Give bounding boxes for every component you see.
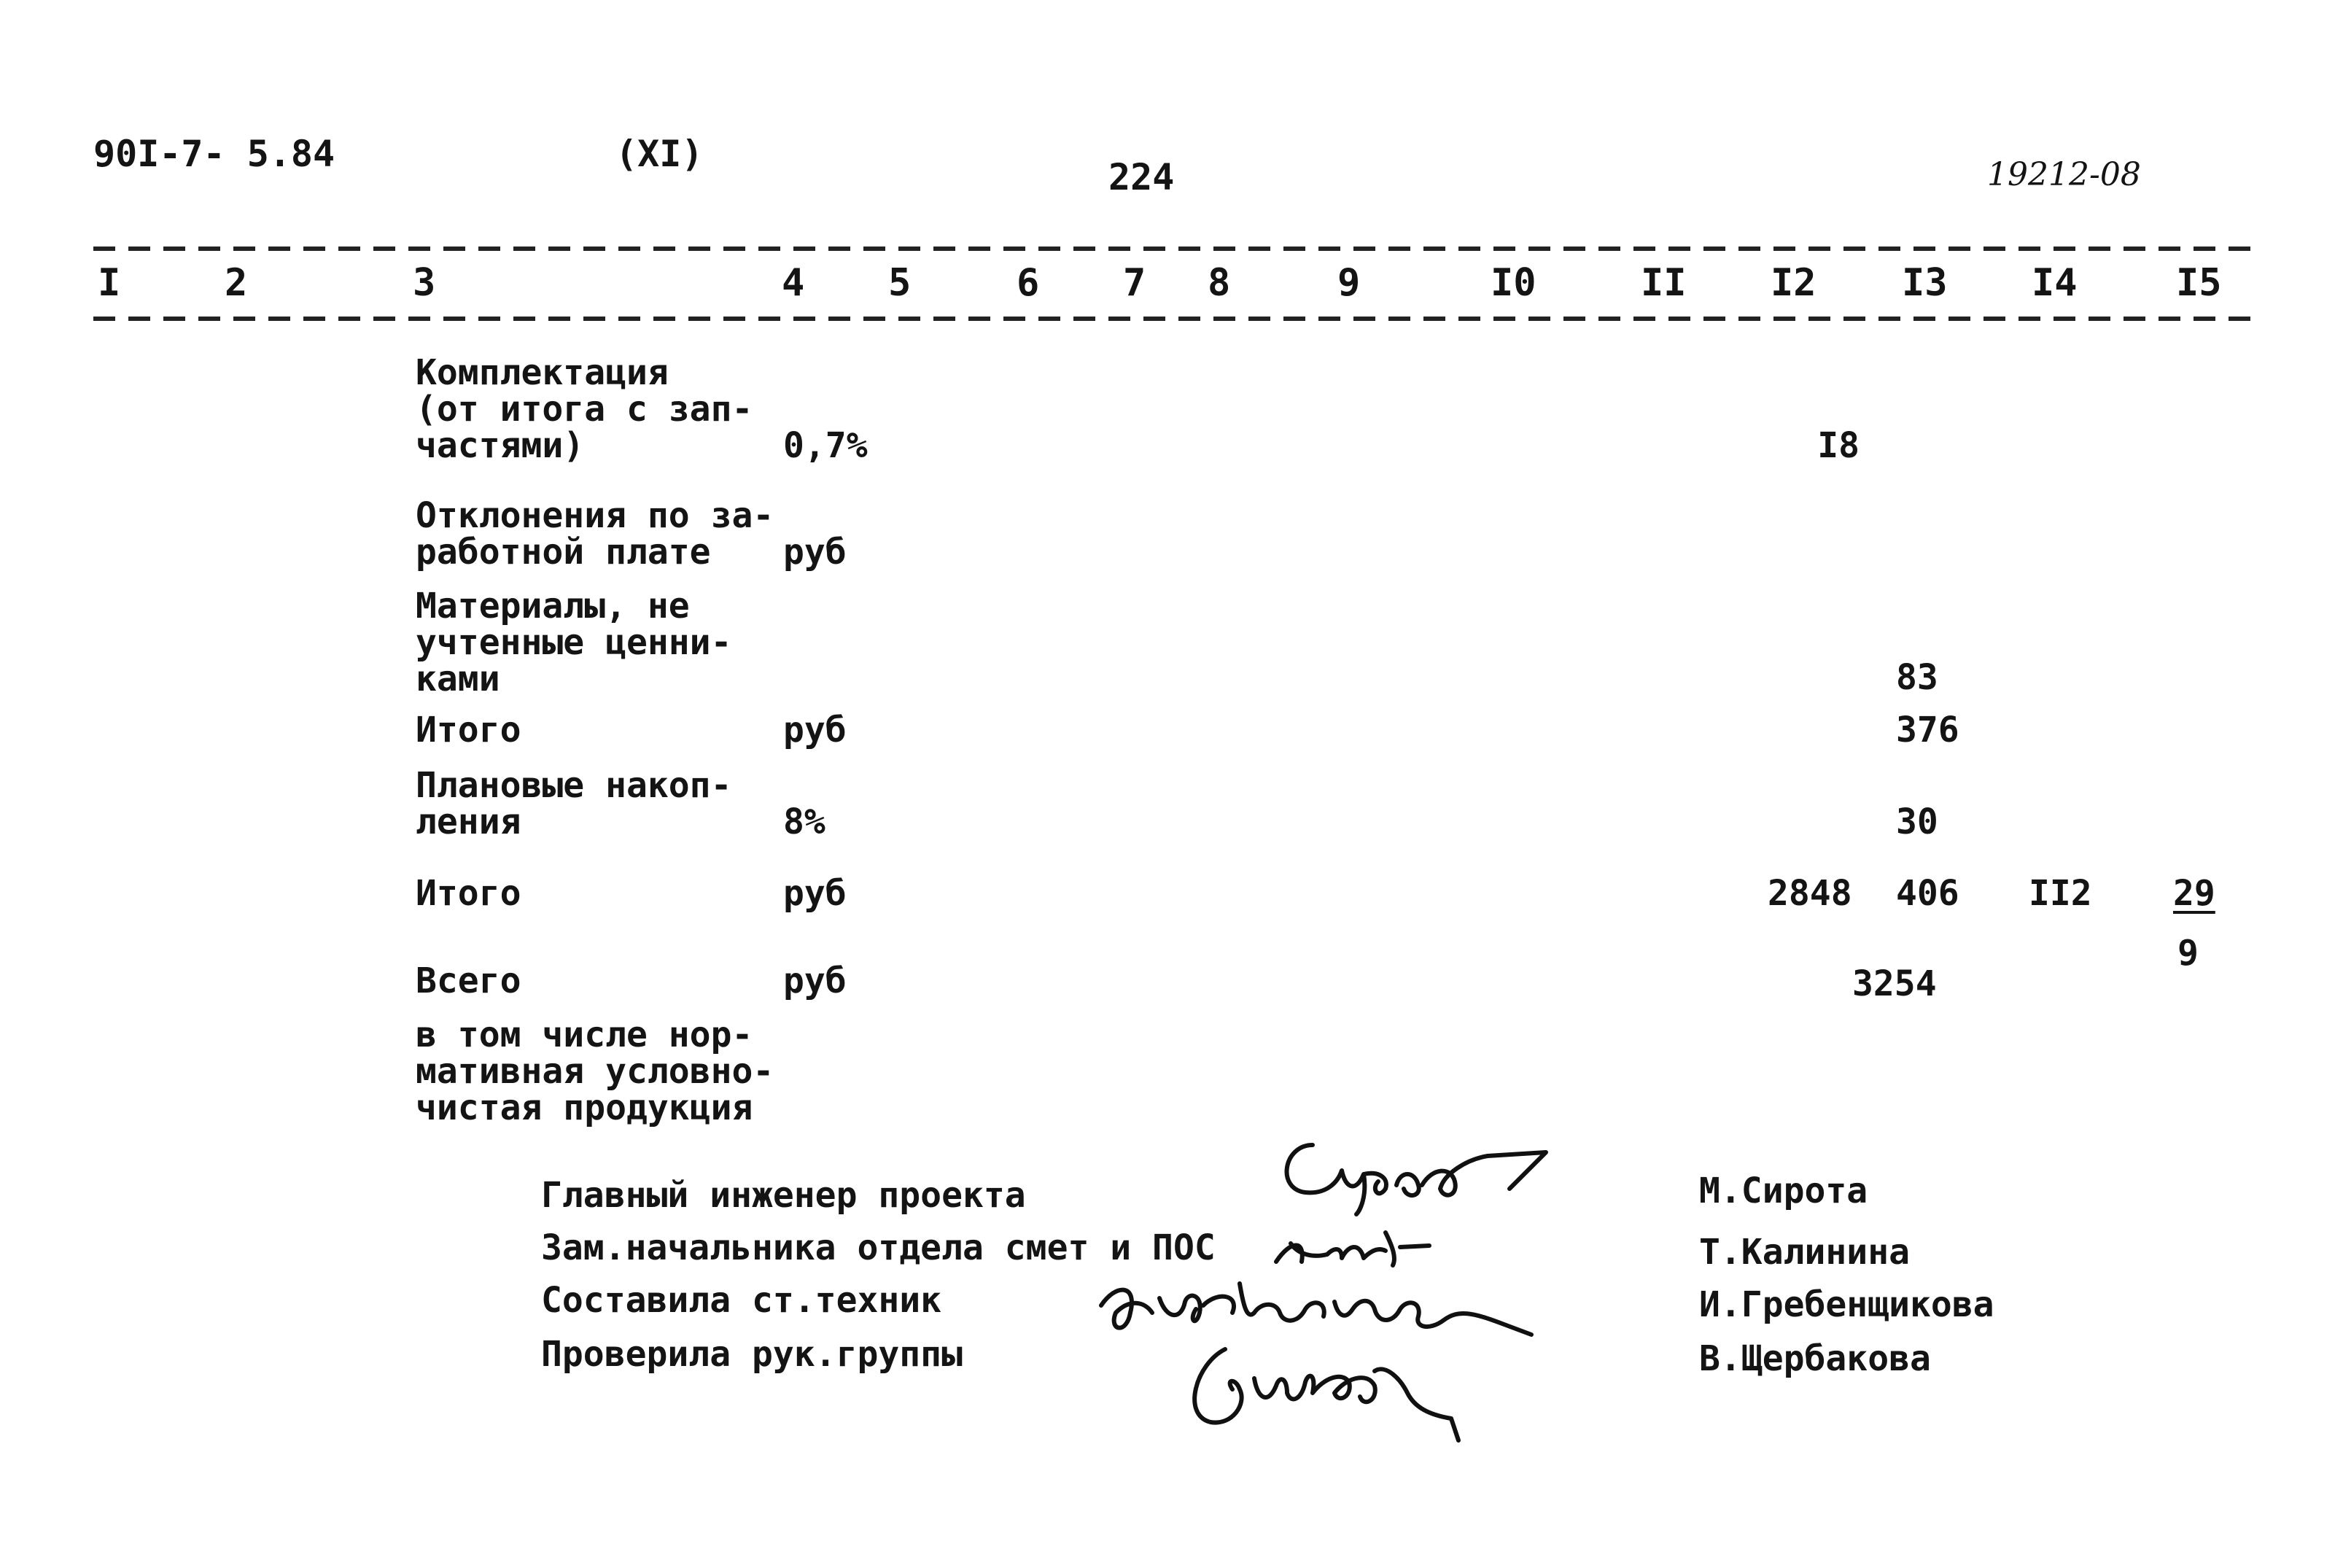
archive-number: 19212-08 xyxy=(1987,156,2141,193)
row-unit: 8% xyxy=(783,802,825,842)
signer-role: Главный инженер проекта xyxy=(541,1175,1026,1216)
column-number: I0 xyxy=(1491,261,1536,305)
column-number: 7 xyxy=(1123,261,1146,305)
signer-name: В.Щербакова xyxy=(1699,1338,1931,1379)
signer-name: Т.Калинина xyxy=(1699,1232,1910,1273)
signer-role: Зам.начальника отдела смет и ПОС xyxy=(541,1227,1216,1268)
row-name: Комплектация (от итога с зап- частями) xyxy=(416,352,753,466)
column-number: 2 xyxy=(225,261,248,305)
cell-col12-13: 3254 xyxy=(1852,963,1937,1004)
column-number: 5 xyxy=(888,261,912,305)
row-name: Материалы, не учтенные ценни- ками xyxy=(416,586,732,699)
column-number: I2 xyxy=(1771,261,1816,305)
document-code: 90I-7- 5.84 xyxy=(93,133,335,175)
cell-col15: 29 xyxy=(2173,873,2215,914)
cell-col13: 30 xyxy=(1896,802,1938,842)
table-header-border xyxy=(93,317,2252,321)
table-top-border xyxy=(93,247,2252,251)
row-name: Отклонения по за- работной плате xyxy=(416,495,774,573)
column-number: II xyxy=(1641,261,1687,305)
row-unit: руб xyxy=(783,960,847,1001)
row-name: Всего xyxy=(416,960,521,1001)
cell-col12: 2848 xyxy=(1768,873,1852,914)
cell-col13: 406 xyxy=(1896,873,1959,914)
row-unit: руб xyxy=(783,532,847,573)
column-number: 9 xyxy=(1337,261,1361,305)
signature-shcherbakova xyxy=(1167,1335,1473,1451)
column-number: I3 xyxy=(1902,261,1948,305)
signer-role: Проверила рук.группы xyxy=(541,1334,963,1375)
cell-col13: 376 xyxy=(1896,710,1959,750)
cell-col15-below: 9 xyxy=(2177,933,2199,974)
column-number: I xyxy=(98,261,121,305)
signature-kalinina xyxy=(1269,1218,1444,1276)
column-number: 4 xyxy=(782,261,805,305)
cell-col14: II2 xyxy=(2029,873,2092,914)
row-name: Итого xyxy=(416,873,521,914)
row-name: Плановые накоп- ления xyxy=(416,765,732,842)
column-number: 3 xyxy=(413,261,436,305)
signature-sirota xyxy=(1269,1130,1619,1218)
signer-name: И.Гребенщикова xyxy=(1699,1284,1994,1325)
column-number: I4 xyxy=(2032,261,2078,305)
section-number: (XI) xyxy=(615,133,704,175)
signer-role: Составила ст.техник xyxy=(541,1280,942,1321)
row-unit: 0,7% xyxy=(783,425,868,466)
row-name: Итого xyxy=(416,710,521,750)
column-number: 6 xyxy=(1017,261,1040,305)
signer-name: М.Сирота xyxy=(1699,1171,1868,1211)
row-name: в том числе нор- мативная условно- чистая продукция xyxy=(416,1014,774,1128)
row-unit: руб xyxy=(783,873,847,914)
column-number: I5 xyxy=(2176,261,2222,305)
cell-col13: 83 xyxy=(1896,657,1938,698)
cell-col12: I8 xyxy=(1817,425,1860,466)
row-unit: руб xyxy=(783,710,847,750)
page-number: 224 xyxy=(1108,156,1175,198)
column-number: 8 xyxy=(1208,261,1231,305)
